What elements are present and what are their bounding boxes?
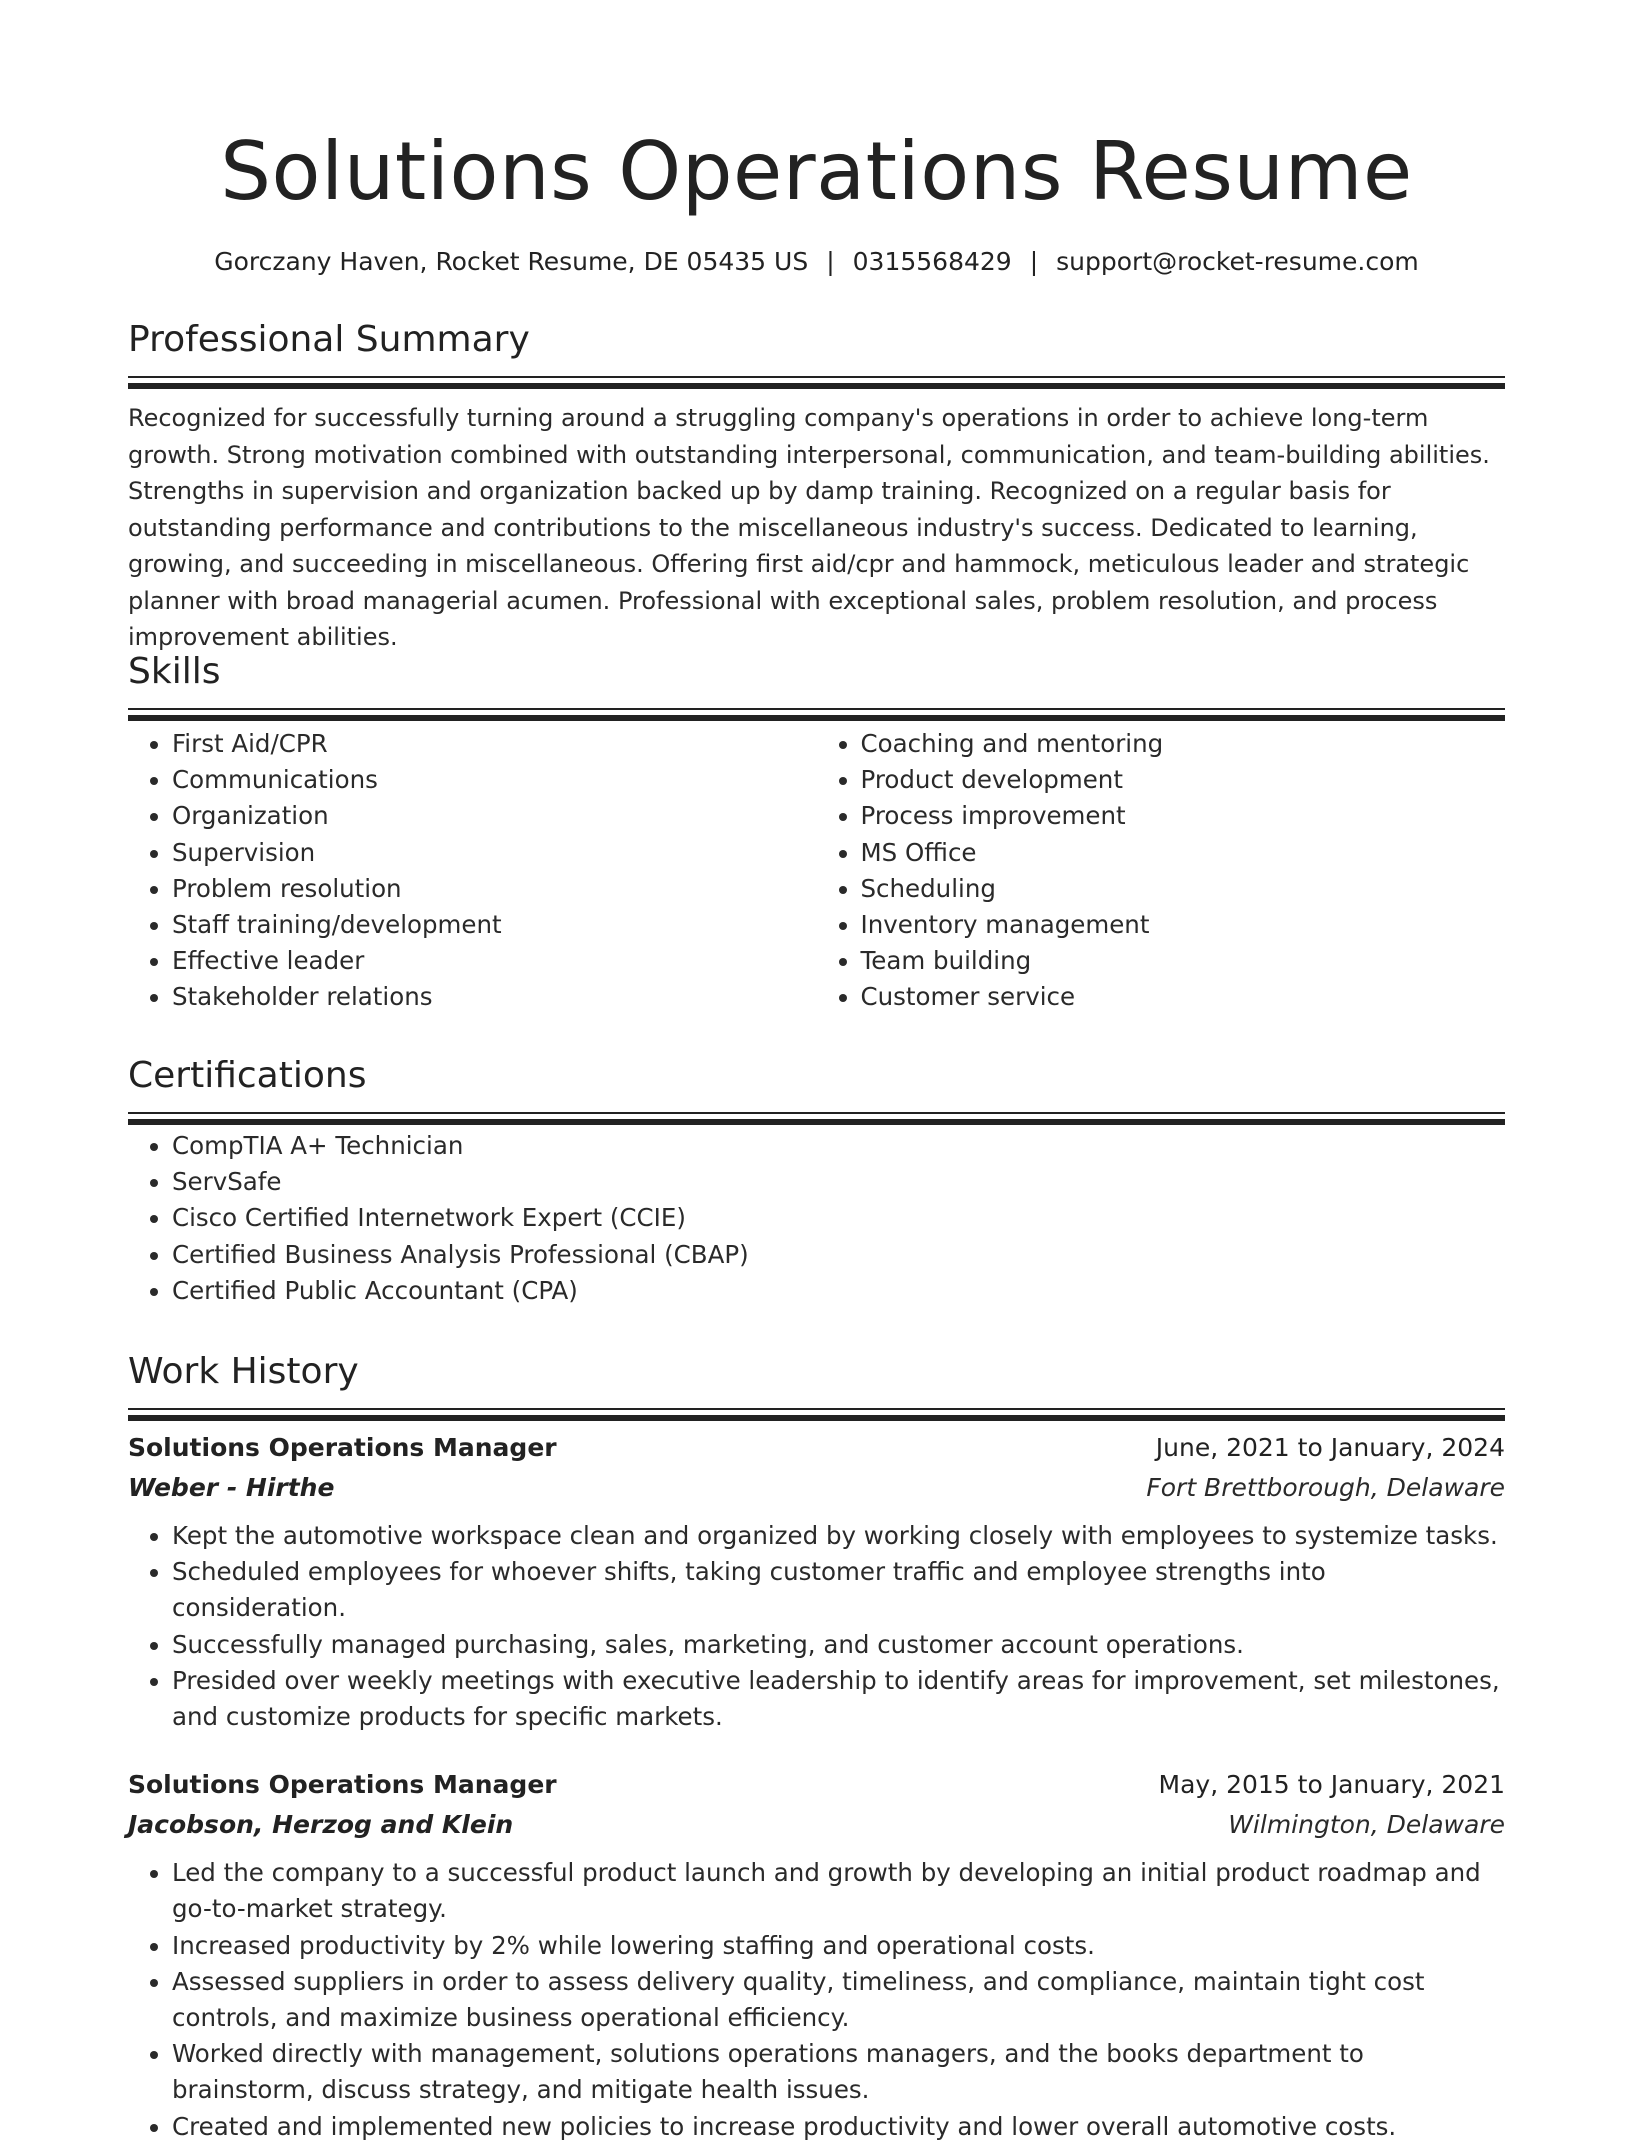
- summary-section: [128, 318, 1505, 656]
- skill-item: • Problem resolution: [172, 871, 817, 907]
- section-divider: [128, 376, 1505, 378]
- section-heading-skills: Skills: [128, 651, 221, 692]
- skill-item: • Scheduling: [861, 871, 1506, 907]
- job-title: Solutions Operations Manager: [128, 1770, 557, 1800]
- job-bullet: • Created and implemented new policies to increase productivity and lower overall automotive costs.: [172, 2109, 1505, 2145]
- job-entry: [128, 1428, 1505, 1735]
- skill-item: • Process improvement: [861, 798, 1506, 834]
- contact-separator: |: [1029, 247, 1039, 276]
- certifications-section: [128, 1054, 1505, 1309]
- certification-item: • CompTIA A+ Technician: [172, 1128, 1505, 1164]
- certification-item: • ServSafe: [172, 1164, 1505, 1200]
- job-header-row: [128, 1428, 1505, 1468]
- skill-item: • Customer service: [861, 979, 1506, 1015]
- contact-phone: 0315568429: [852, 247, 1012, 276]
- summary-text: Recognized for successfully turning around a struggling company's operations in order to achieve long-term growth. Strong motivation combined with outstanding interpersonal, communication, and team-building abilities. Strengths in supervision and organization backed up by damp training. Recognized on a regular basis for outstanding performance and contributions to the miscellaneous industry's success. Dedicated to learning, growing, and succeeding in miscellaneous. Offering first aid/cpr and hammock, meticulous leader and strategic planner with broad managerial acumen. Professional with exceptional sales, problem resolution, and process improvement abilities.: [128, 404, 1490, 651]
- skill-item: • Organization: [172, 798, 817, 834]
- certifications-list: [128, 1128, 1505, 1309]
- job-bullet: • Led the company to a successful product launch and growth by developing an initial product roadmap and go-to-market strategy.: [172, 1855, 1505, 1927]
- resume-page: [128, 0, 1505, 2141]
- contact-email: support@rocket-resume.com: [1056, 247, 1419, 276]
- certification-item: • Certified Business Analysis Professional (CBAP): [172, 1237, 1505, 1273]
- skill-item: • Supervision: [172, 835, 817, 871]
- job-bullet: • Kept the automotive workspace clean and organized by working closely with employees to systemize tasks.: [172, 1518, 1505, 1554]
- job-company: Jacobson, Herzog and Klein: [128, 1810, 514, 1840]
- contact-address: Gorczany Haven, Rocket Resume, DE 05435 US: [214, 247, 809, 276]
- skill-item: • MS Office: [861, 835, 1506, 871]
- section-divider: [128, 1112, 1505, 1114]
- job-company-row: [128, 1805, 1505, 1845]
- job-company: Weber - Hirthe: [128, 1473, 335, 1502]
- job-bullet: • Scheduled employees for whoever shifts, taking customer traffic and employee strengths into consideration.: [172, 1554, 1505, 1626]
- section-divider: [128, 708, 1505, 710]
- skill-item: • Communications: [172, 762, 817, 798]
- job-entry: [128, 1765, 1505, 2145]
- job-bullets: [128, 1855, 1505, 2145]
- job-header-row: [128, 1765, 1505, 1805]
- work-history-section: [128, 1350, 1505, 2145]
- resume-title: Solutions Operations Resume: [220, 125, 1413, 218]
- job-bullet: • Successfully managed purchasing, sales, marketing, and customer account operations.: [172, 1627, 1505, 1663]
- job-location: Wilmington, Delaware: [1228, 1810, 1505, 1840]
- contact-separator: |: [826, 247, 835, 276]
- contact-line: [128, 246, 1505, 278]
- skill-item: • Staff training/development: [172, 907, 817, 943]
- section-heading-work-history: Work History: [128, 1351, 359, 1392]
- job-company-row: [128, 1468, 1505, 1508]
- section-heading-certifications: Certifications: [128, 1055, 367, 1096]
- skills-list-right: [817, 726, 1506, 1016]
- job-bullet: • Increased productivity by 2% while lowering staffing and operational costs.: [172, 1928, 1505, 1964]
- job-bullets: [128, 1518, 1505, 1735]
- job-bullet: • Worked directly with management, solutions operations managers, and the books department to brainstorm, discuss strategy, and mitigate health issues.: [172, 2036, 1505, 2108]
- skill-item: • First Aid/CPR: [172, 726, 817, 762]
- job-dates: May, 2015 to January, 2021: [1158, 1770, 1505, 1800]
- certification-item: • Certified Public Accountant (CPA): [172, 1273, 1505, 1309]
- section-heading-summary: Professional Summary: [128, 319, 530, 360]
- skills-list-left: [128, 726, 817, 1016]
- job-bullet: • Presided over weekly meetings with executive leadership to identify areas for improvement, set milestones, and customize products for specific markets.: [172, 1663, 1505, 1735]
- certification-item: • Cisco Certified Internetwork Expert (CCIE): [172, 1200, 1505, 1236]
- skill-item: • Product development: [861, 762, 1506, 798]
- job-dates: June, 2021 to January, 2024: [1155, 1433, 1505, 1462]
- job-bullet: • Assessed suppliers in order to assess delivery quality, timeliness, and compliance, maintain tight cost controls, and maximize business operational efficiency.: [172, 1964, 1505, 2036]
- skill-item: • Coaching and mentoring: [861, 726, 1506, 762]
- section-divider: [128, 1408, 1505, 1410]
- skill-item: • Team building: [861, 943, 1506, 979]
- skill-item: • Stakeholder relations: [172, 979, 817, 1015]
- job-title: Solutions Operations Manager: [128, 1433, 557, 1462]
- skill-item: • Effective leader: [172, 943, 817, 979]
- skill-item: • Inventory management: [861, 907, 1506, 943]
- job-location: Fort Brettborough, Delaware: [1146, 1473, 1505, 1502]
- skills-columns: [128, 726, 1505, 1016]
- skills-section: [128, 650, 1505, 1016]
